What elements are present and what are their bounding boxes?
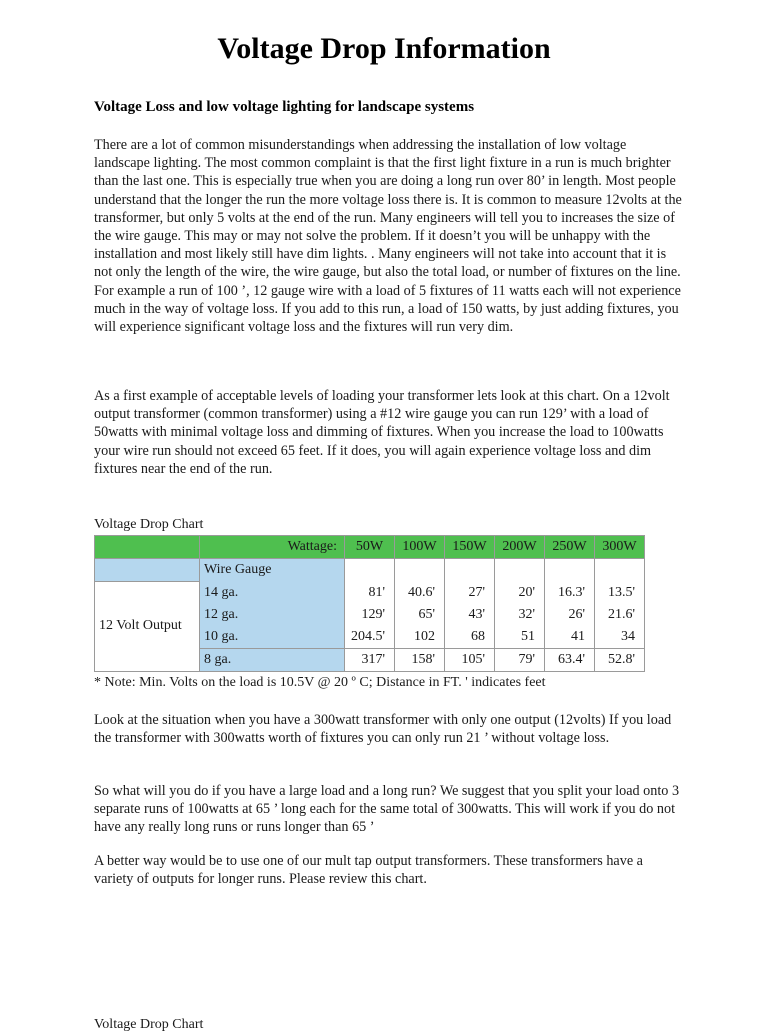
table-row bbox=[95, 582, 645, 604]
table-cell: 27' bbox=[445, 582, 495, 604]
table-cell: 79' bbox=[495, 648, 545, 671]
wattage-label: Wattage: bbox=[200, 536, 345, 559]
table-cell: 65' bbox=[395, 604, 445, 626]
voltage-drop-chart-label-2: Voltage Drop Chart bbox=[94, 1017, 204, 1032]
load-paragraph: Look at the situation when you have a 300watt transformer with only one output (12volts) If you load the transformer with 300watts worth of fixtures you can only run 21 ’ without voltage loss. bbox=[94, 712, 672, 747]
table-cell: 52.8' bbox=[595, 648, 645, 671]
table-cell: 16.3' bbox=[545, 582, 595, 604]
gauge-label: 12 ga. bbox=[200, 604, 345, 626]
intro-paragraph: There are a lot of common misunderstandings when addressing the installation of low voltage landscape lighting. The most common complaint is that the first light fixture in a run is much brighter than the last one. This is especially true when you are doing a long run over 80’ in length. Most people understand that the longer the run the more voltage loss there is. It is common to measure 12volts at the transformer, but only 5 volts at the end of the run. Many engineers will tell you to increases the size of the wire gauge. This may or may not solve the problem. If it doesn’t you will be unhappy with the installation and most likely still have dim lights. . Many engineers will not take into account that it is not only the length of the wire, the wire gauge, but also the total load, or number of fixtures on the line. For example a run of 100 ’, 12 gauge wire with a load of 5 fixtures of 11 watts each will not experience much in the way of voltage loss. If you add to this run, a load of 150 watts, by just adding fixtures, you will experience significant voltage loss and the fixtures will run very dim. bbox=[94, 137, 682, 336]
table-cell: 204.5' bbox=[345, 626, 395, 649]
voltage-drop-table bbox=[94, 535, 645, 672]
wattage-header: 50W bbox=[345, 536, 395, 559]
blue-corner-cell bbox=[95, 559, 200, 582]
table-cell: 63.4' bbox=[545, 648, 595, 671]
voltage-drop-chart-label: Voltage Drop Chart bbox=[94, 517, 204, 532]
table-cell: 102 bbox=[395, 626, 445, 649]
wire-gauge-row bbox=[95, 559, 645, 582]
table-cell: 129' bbox=[345, 604, 395, 626]
multi-tap-paragraph: A better way would be to use one of our mult tap output transformers. These transformers have a variety of outputs for longer runs. Please review this chart. bbox=[94, 853, 643, 888]
wire-gauge-label: Wire Gauge bbox=[200, 559, 345, 582]
gauge-label: 14 ga. bbox=[200, 582, 345, 604]
table-cell: 317' bbox=[345, 648, 395, 671]
table-note: * Note: Min. Volts on the load is 10.5V @ 20 º C; Distance in FT. ' indicates feet bbox=[94, 675, 546, 690]
gauge-label: 10 ga. bbox=[200, 626, 345, 649]
table-cell: 40.6' bbox=[395, 582, 445, 604]
output-label: 12 Volt Output bbox=[95, 582, 200, 672]
wattage-header: 250W bbox=[545, 536, 595, 559]
table-cell: 105' bbox=[445, 648, 495, 671]
gauge-label: 8 ga. bbox=[200, 648, 345, 671]
table-cell: 32' bbox=[495, 604, 545, 626]
table-cell: 51 bbox=[495, 626, 545, 649]
table-cell: 21.6' bbox=[595, 604, 645, 626]
example-paragraph: As a first example of acceptable levels of loading your transformer lets look at this chart. On a 12volt output transformer (common transformer) using a #12 wire gauge you can run 129’ with a load of 50watts with minimal voltage loss and dimming of fixtures. When you increase the load to 100watts your wire run should not exceed 65 feet. If it does, you will again experience voltage loss and dim fixtures near the end of the run. bbox=[94, 388, 670, 477]
table-cell: 41 bbox=[545, 626, 595, 649]
table-cell: 158' bbox=[395, 648, 445, 671]
section-subtitle: Voltage Loss and low voltage lighting for landscape systems bbox=[94, 99, 475, 115]
wattage-header: 100W bbox=[395, 536, 445, 559]
wattage-header: 300W bbox=[595, 536, 645, 559]
wattage-header: 200W bbox=[495, 536, 545, 559]
wattage-header: 150W bbox=[445, 536, 495, 559]
table-cell: 13.5' bbox=[595, 582, 645, 604]
table-header-row bbox=[95, 536, 645, 559]
table-cell: 34 bbox=[595, 626, 645, 649]
table-corner-cell bbox=[95, 536, 200, 559]
table-cell: 26' bbox=[545, 604, 595, 626]
table-cell: 81' bbox=[345, 582, 395, 604]
table-cell: 43' bbox=[445, 604, 495, 626]
page-title: Voltage Drop Information bbox=[217, 32, 551, 65]
table-cell: 68 bbox=[445, 626, 495, 649]
split-load-paragraph: So what will you do if you have a large load and a long run? We suggest that you split your load onto 3 separate runs of 100watts at 65 ’ long each for the same total of 300watts. This will work if you do not have any really long runs or runs longer than 65 ’ bbox=[94, 783, 680, 836]
table-cell: 20' bbox=[495, 582, 545, 604]
